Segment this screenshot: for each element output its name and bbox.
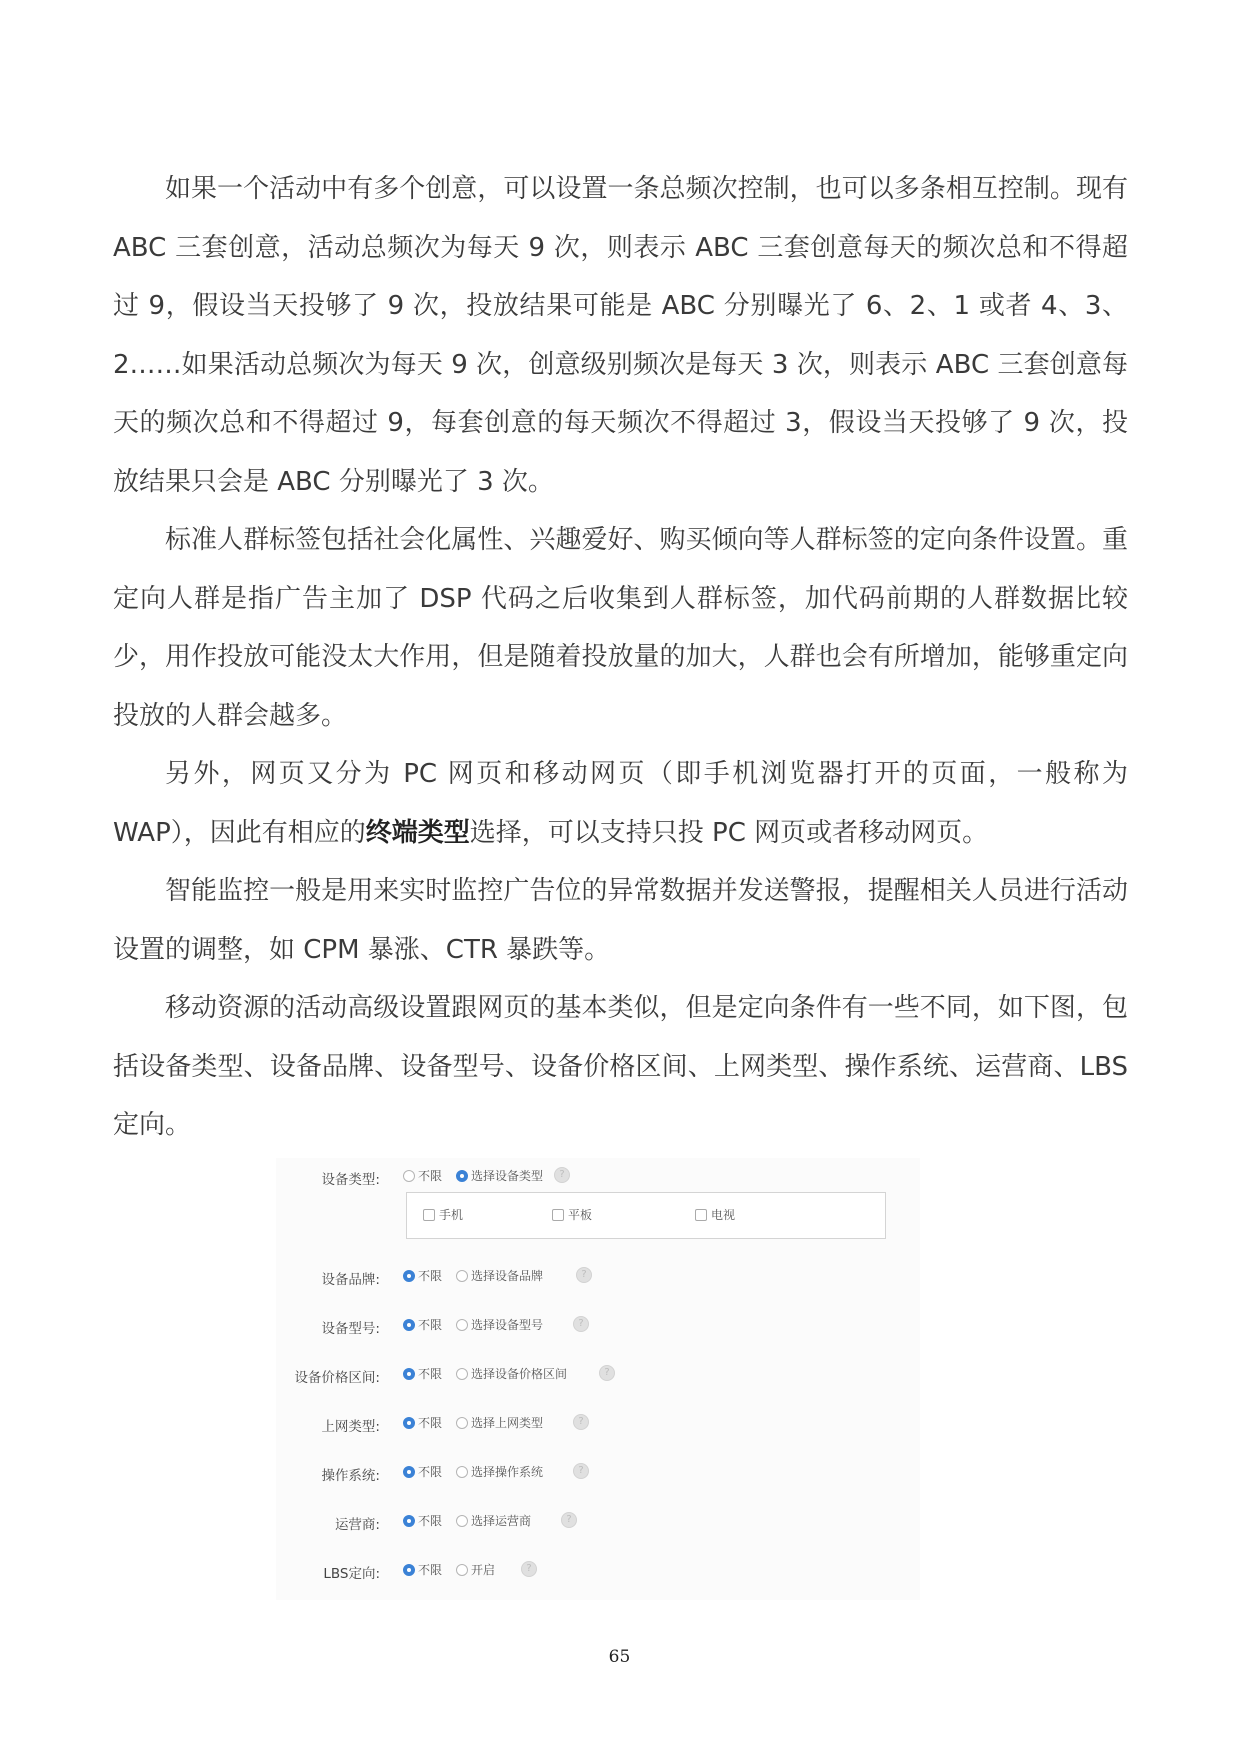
- radio-icon[interactable]: [456, 1368, 468, 1380]
- option-unlimited-radio[interactable]: [403, 1463, 442, 1480]
- settings-row-device-type: [276, 1164, 920, 1188]
- option-label: 选择运营商: [471, 1514, 532, 1528]
- help-icon[interactable]: ?: [554, 1167, 570, 1183]
- row-label: 设备价格区间:: [294, 1370, 380, 1386]
- checkbox-phone[interactable]: [423, 1206, 463, 1223]
- radio-checked-icon[interactable]: [456, 1170, 468, 1182]
- option-label: 开启: [471, 1563, 496, 1577]
- radio-checked-icon[interactable]: [403, 1564, 415, 1576]
- paragraph-text: 另外，网页又分为 PC 网页和移动网页（即手机浏览器打开的页面，一般称为 WAP），因此有相应的: [113, 759, 1128, 848]
- row-label: 设备品牌:: [321, 1272, 380, 1288]
- checkbox-tablet[interactable]: [552, 1206, 592, 1223]
- help-icon[interactable]: ?: [573, 1414, 589, 1430]
- paragraph-text: 选择，可以支持只投 PC 网页或者移动网页。: [469, 817, 989, 848]
- option-label: 选择设备类型: [471, 1169, 544, 1183]
- option-label: 选择设备价格区间: [471, 1367, 568, 1381]
- option-label: 不限: [418, 1367, 443, 1381]
- help-icon[interactable]: ?: [576, 1267, 592, 1283]
- checkbox-icon[interactable]: [423, 1209, 435, 1221]
- paragraph-5: [113, 979, 1128, 1155]
- radio-checked-icon[interactable]: [403, 1417, 415, 1429]
- help-icon[interactable]: ?: [573, 1463, 589, 1479]
- option-label: 不限: [418, 1318, 443, 1332]
- option-select-radio[interactable]: [456, 1512, 531, 1529]
- checkbox-label: 手机: [439, 1208, 464, 1222]
- paragraph-3: [113, 745, 1128, 862]
- checkbox-tv[interactable]: [695, 1206, 735, 1223]
- row-label: 操作系统:: [321, 1468, 380, 1484]
- radio-checked-icon[interactable]: [403, 1368, 415, 1380]
- radio-icon[interactable]: [403, 1170, 415, 1182]
- help-icon[interactable]: ?: [599, 1365, 615, 1381]
- radio-icon[interactable]: [456, 1564, 468, 1576]
- option-select-radio[interactable]: [456, 1167, 543, 1184]
- option-unlimited-radio[interactable]: [403, 1365, 442, 1382]
- option-select-radio[interactable]: [456, 1414, 543, 1431]
- settings-row-operating-system: [276, 1460, 920, 1484]
- mobile-targeting-settings-screenshot: [276, 1158, 920, 1600]
- radio-checked-icon[interactable]: [403, 1270, 415, 1282]
- option-select-radio[interactable]: [456, 1316, 543, 1333]
- row-label: 运营商:: [334, 1517, 380, 1533]
- radio-icon[interactable]: [456, 1319, 468, 1331]
- settings-row-device-brand: [276, 1264, 920, 1288]
- paragraph-4: [113, 862, 1128, 979]
- row-label: 设备类型:: [321, 1172, 380, 1188]
- settings-row-device-model: [276, 1313, 920, 1337]
- checkbox-icon[interactable]: [695, 1209, 707, 1221]
- paragraph-text: 移动资源的活动高级设置跟网页的基本类似，但是定向条件有一些不同，如下图，包括设备类型、设备品牌、设备型号、设备价格区间、上网类型、操作系统、运营商、LBS 定向。: [113, 993, 1128, 1140]
- option-label: 不限: [418, 1169, 443, 1183]
- paragraph-text: 智能监控一般是用来实时监控广告位的异常数据并发送警报，提醒相关人员进行活动设置的调整，如 CPM 暴涨、CTR 暴跌等。: [113, 876, 1128, 965]
- radio-checked-icon[interactable]: [403, 1515, 415, 1527]
- row-label: LBS定向:: [323, 1566, 380, 1582]
- settings-row-network-type: [276, 1411, 920, 1435]
- settings-row-device-price-range: [276, 1362, 920, 1386]
- option-label: 选择设备品牌: [471, 1269, 544, 1283]
- option-label: 不限: [418, 1465, 443, 1479]
- paragraph-text: 标准人群标签包括社会化属性、兴趣爱好、购买倾向等人群标签的定向条件设置。重定向人群是指广告主加了 DSP 代码之后收集到人群标签，加代码前期的人群数据比较少，用作投放可能没太大作用，但是随着投放量的加大，人群也会有所增加，能够重定向投放的人群会越多。: [113, 525, 1128, 731]
- option-unlimited-radio[interactable]: [403, 1267, 442, 1284]
- paragraph-2: [113, 511, 1128, 745]
- help-icon[interactable]: ?: [521, 1561, 537, 1577]
- option-enable-radio[interactable]: [456, 1561, 495, 1578]
- option-label: 选择设备型号: [471, 1318, 544, 1332]
- body-text: [113, 160, 1128, 1155]
- settings-row-lbs-targeting: [276, 1558, 920, 1582]
- checkbox-label: 平板: [568, 1208, 593, 1222]
- option-label: 选择操作系统: [471, 1465, 544, 1479]
- option-unlimited-radio[interactable]: [403, 1316, 442, 1333]
- option-select-radio[interactable]: [456, 1463, 543, 1480]
- radio-checked-icon[interactable]: [403, 1319, 415, 1331]
- paragraph-1: [113, 160, 1128, 511]
- radio-icon[interactable]: [456, 1417, 468, 1429]
- help-icon[interactable]: ?: [573, 1316, 589, 1332]
- option-label: 选择上网类型: [471, 1416, 544, 1430]
- settings-row-carrier: [276, 1509, 920, 1533]
- option-label: 不限: [418, 1416, 443, 1430]
- option-unlimited-radio[interactable]: [403, 1561, 442, 1578]
- page-number: 65: [608, 1647, 631, 1667]
- option-label: 不限: [418, 1514, 443, 1528]
- radio-icon[interactable]: [456, 1466, 468, 1478]
- row-label: 上网类型:: [321, 1419, 380, 1435]
- radio-icon[interactable]: [456, 1515, 468, 1527]
- option-unlimited-radio[interactable]: [403, 1414, 442, 1431]
- paragraph-text: 如果一个活动中有多个创意，可以设置一条总频次控制，也可以多条相互控制。现有 ABC 三套创意，活动总频次为每天 9 次，则表示 ABC 三套创意每天的频次总和不得超过 9，假设当天投够了 9 次，投放结果可能是 ABC 分别曝光了 6、2、1 或者 4、3、2……如果活动总频次为每天 9 次，创意级别频次是每天 3 次，则表示 ABC 三套创意每天的频次总和不得超过 9，每套创意的每天频次不得超过 3，假设当天投够了 9 次，投放结果只会是 ABC 分别曝光了 3 次。: [113, 174, 1128, 497]
- option-unlimited-radio[interactable]: [403, 1512, 442, 1529]
- bold-term: 终端类型: [365, 817, 470, 848]
- option-label: 不限: [418, 1563, 443, 1577]
- device-type-checkbox-panel: [406, 1192, 886, 1239]
- option-label: 不限: [418, 1269, 443, 1283]
- checkbox-icon[interactable]: [552, 1209, 564, 1221]
- help-icon[interactable]: ?: [561, 1512, 577, 1528]
- row-label: 设备型号:: [321, 1321, 380, 1337]
- option-unlimited-radio[interactable]: [403, 1167, 442, 1184]
- option-select-radio[interactable]: [456, 1365, 567, 1382]
- checkbox-label: 电视: [711, 1208, 736, 1222]
- radio-icon[interactable]: [456, 1270, 468, 1282]
- option-select-radio[interactable]: [456, 1267, 543, 1284]
- radio-checked-icon[interactable]: [403, 1466, 415, 1478]
